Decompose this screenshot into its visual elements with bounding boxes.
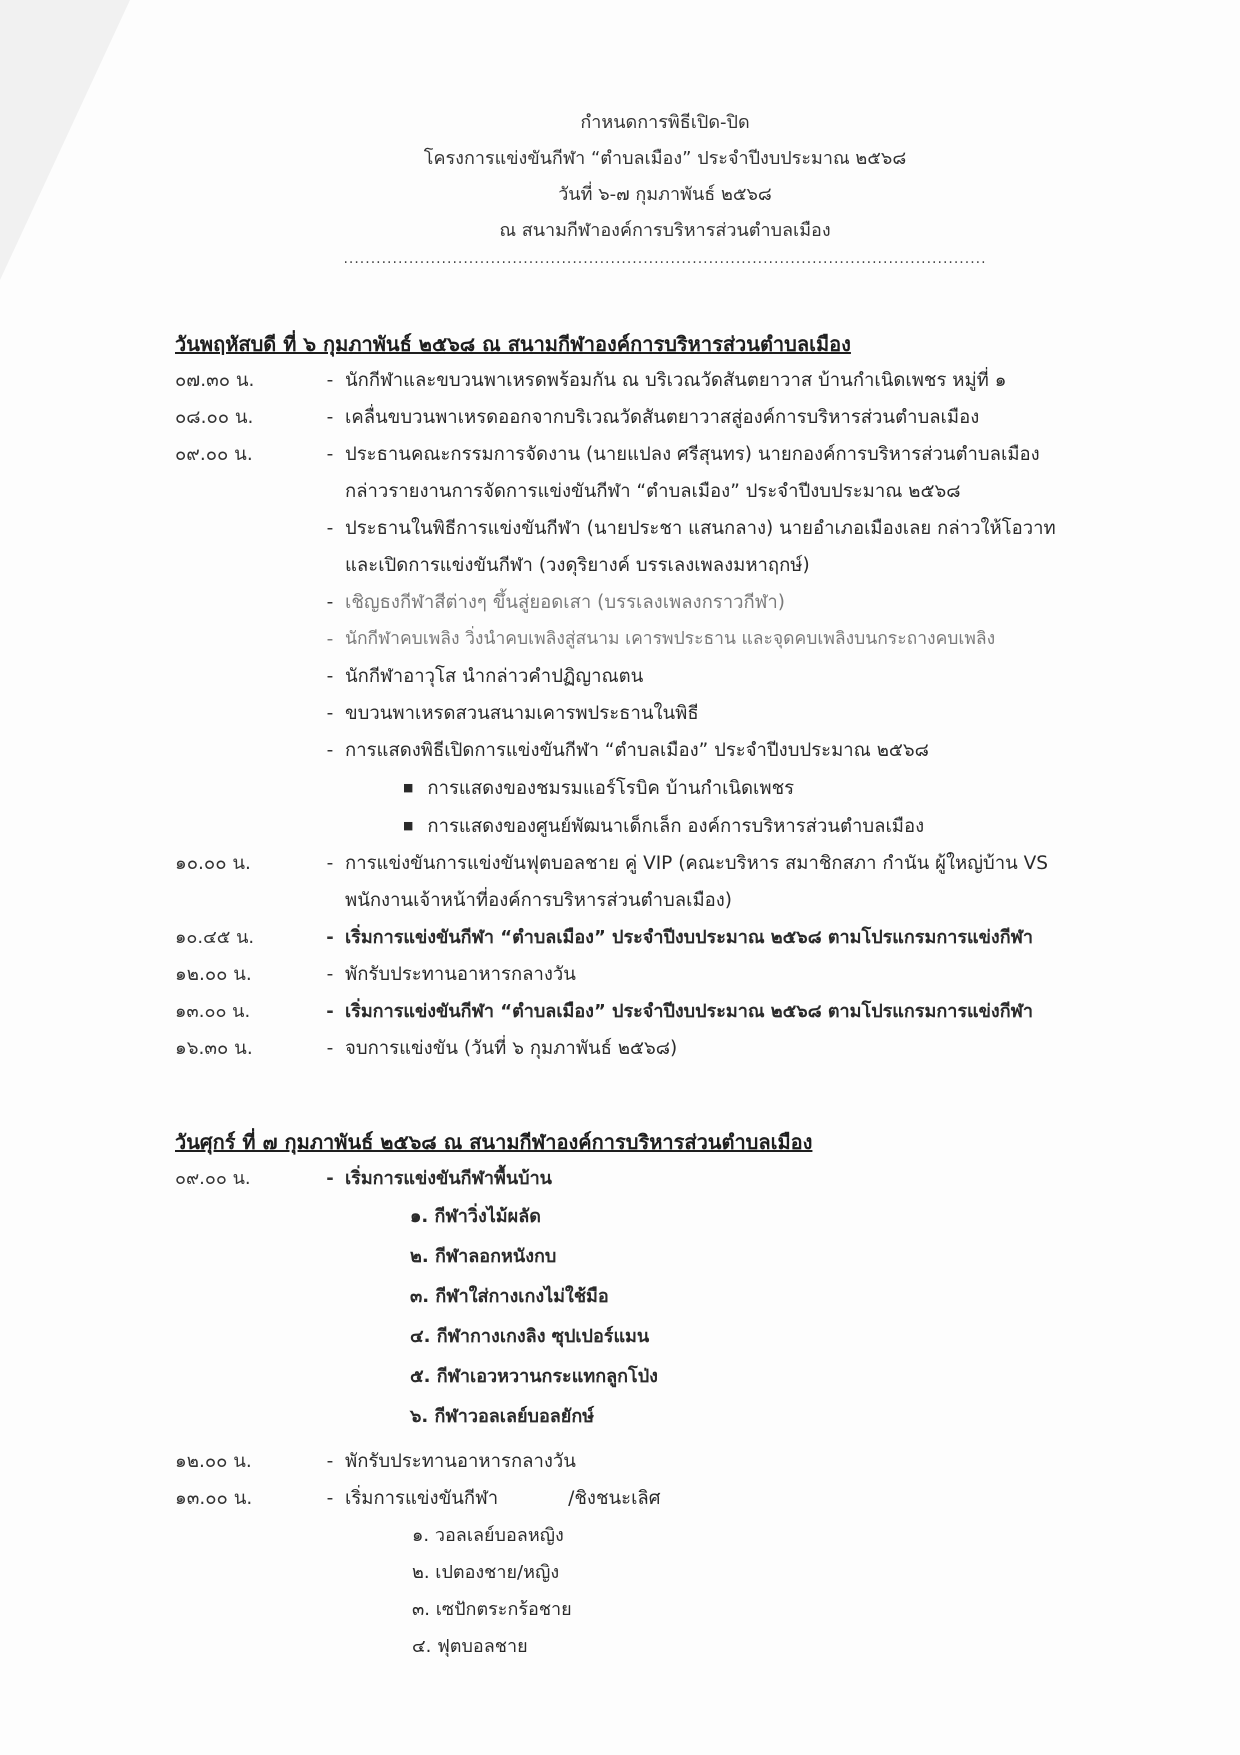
schedule-row	[175, 1030, 1056, 1067]
header-divider-dots: ......................................................................................................................	[343, 251, 987, 267]
final-item: ๔. ฟุตบอลชาย	[412, 1636, 528, 1657]
schedule-dash: -	[326, 964, 334, 985]
day2-title: วันศุกร์ ที่ ๗ กุมภาพันธ์ ๒๕๖๘ ณ สนามกีฬาองค์การบริหารส่วนตำบลเมือง	[175, 1130, 813, 1154]
day2-section	[175, 1124, 812, 1665]
folk-game-item: ๓. กีฬาใส่กางเกงไม่ใช้มือ	[410, 1286, 609, 1307]
schedule-text: พักรับประทานอาหารกลางวัน	[345, 964, 576, 985]
schedule-row	[175, 584, 1056, 621]
schedule-text	[345, 1480, 812, 1517]
schedule-dash: -	[326, 518, 334, 539]
schedule-time: ๑๓.๐๐ น.	[175, 1001, 251, 1022]
schedule-row	[175, 956, 1056, 993]
schedule-time: ๑๐.๔๕ น.	[175, 927, 255, 948]
schedule-dash: -	[326, 444, 334, 465]
day1-section	[175, 326, 1056, 1067]
schedule-text: ขบวนพาเหรดสวนสนามเคารพประธานในพิธี	[345, 703, 699, 724]
schedule-text: พักรับประทานอาหารกลางวัน	[345, 1451, 576, 1472]
schedule-dash: -	[326, 1168, 334, 1189]
schedule-dash: -	[326, 853, 334, 874]
final-item: ๓. เซปักตระกร้อชาย	[412, 1599, 572, 1620]
show-item: ■ การแสดงของชมรมแอร์โรบิค บ้านกำเนิดเพชร	[175, 769, 1056, 807]
folk-game-item: ๒. กีฬาลอกหนังกบ	[410, 1246, 557, 1267]
schedule-row	[175, 919, 1056, 956]
schedule-text: การแสดงพิธีเปิดการแข่งขันกีฬา “ตำบลเมือง” ประจำปีงบประมาณ ๒๕๖๘	[345, 740, 929, 761]
schedule-text-suffix: /ชิงชนะเลิศ	[568, 1488, 661, 1509]
schedule-text: ประธานคณะกรรมการจัดงาน (นายแปลง ศรีสุนทร) นายกองค์การบริหารส่วนตำบลเมือง	[345, 444, 1040, 465]
schedule-time: ๑๓.๐๐ น.	[175, 1488, 253, 1509]
schedule-dash: -	[326, 1488, 334, 1509]
schedule-text: เริ่มการแข่งขันกีฬาพื้นบ้าน	[345, 1168, 552, 1189]
schedule-text: การแข่งขันการแข่งขันฟุตบอลชาย คู่ VIP (คณะบริหาร สมาชิกสภา กำนัน ผู้ใหญ่บ้าน VS	[345, 853, 1049, 874]
schedule-time: ๑๐.๐๐ น.	[175, 853, 251, 874]
schedule-text: นักกีฬาและขบวนพาเหรดพร้อมกัน ณ บริเวณวัดสันตยาวาส บ้านกำเนิดเพชร หมู่ที่ ๑	[345, 370, 1007, 391]
schedule-text: จบการแข่งขัน (วันที่ ๖ กุมภาพันธ์ ๒๕๖๘)	[345, 1038, 678, 1059]
schedule-time: ๐๘.๐๐ น.	[175, 407, 254, 428]
header-line-2: โครงการแข่งขันกีฬา “ตำบลเมือง” ประจำปีงบประมาณ ๒๕๖๘	[423, 148, 907, 169]
schedule-dash: -	[326, 740, 334, 761]
schedule-text: นักกีฬาอาวุโส นำกล่าวคำปฏิญาณตน	[345, 666, 644, 687]
schedule-row	[175, 621, 1056, 658]
schedule-text: และเปิดการแข่งขันกีฬา (วงดุริยางค์ บรรเลงเพลงมหาฤกษ์)	[345, 555, 810, 576]
schedule-row	[175, 399, 1056, 436]
schedule-text: นักกีฬาคบเพลิง วิ่งนำคบเพลิงสู่สนาม เคารพประธาน และจุดคบเพลิงบนกระถางคบเพลิง	[345, 629, 996, 649]
schedule-dash: -	[326, 592, 334, 613]
schedule-row	[175, 547, 1056, 584]
schedule-dash: -	[326, 370, 334, 391]
schedule-row	[175, 845, 1056, 882]
schedule-row	[175, 695, 1056, 732]
folk-game-item: ๑. กีฬาวิ่งไม้ผลัด	[410, 1206, 541, 1227]
schedule-row	[175, 658, 1056, 695]
show-item: ■ การแสดงของศูนย์พัฒนาเด็กเล็ก องค์การบริหารส่วนตำบลเมือง	[175, 807, 1056, 845]
schedule-time: ๑๒.๐๐ น.	[175, 964, 252, 985]
schedule-text: พนักงานเจ้าหน้าที่องค์การบริหารส่วนตำบลเมือง)	[345, 890, 733, 911]
schedule-text: เริ่มการแข่งขันกีฬา “ตำบลเมือง” ประจำปีงบประมาณ ๒๕๖๘ ตามโปรแกรมการแข่งกีฬา	[345, 927, 1033, 948]
schedule-row	[175, 473, 1056, 510]
schedule-time: ๐๙.๐๐ น.	[175, 1168, 251, 1189]
schedule-text: กล่าวรายงานการจัดการแข่งขันกีฬา “ตำบลเมือง” ประจำปีงบประมาณ ๒๕๖๘	[345, 481, 961, 502]
schedule-time: ๐๗.๓๐ น.	[175, 370, 255, 391]
schedule-time: ๐๙.๐๐ น.	[175, 444, 253, 465]
schedule-text: เริ่มการแข่งขันกีฬา “ตำบลเมือง” ประจำปีงบประมาณ ๒๕๖๘ ตามโปรแกรมการแข่งกีฬา	[345, 1001, 1033, 1022]
schedule-row	[175, 1443, 812, 1480]
header-line-4: ณ สนามกีฬาองค์การบริหารส่วนตำบลเมือง	[499, 220, 831, 241]
schedule-dash: -	[326, 407, 334, 428]
final-item: ๑. วอลเลย์บอลหญิง	[412, 1525, 564, 1546]
header-line-1: กำหนดการพิธีเปิด-ปิด	[580, 112, 750, 133]
schedule-row	[175, 362, 1056, 399]
schedule-row	[175, 510, 1056, 547]
schedule-time: ๑๖.๓๐ น.	[175, 1038, 253, 1059]
schedule-row	[175, 882, 1056, 919]
schedule-dash: -	[326, 629, 334, 650]
schedule-dash: -	[326, 1038, 334, 1059]
schedule-dash: -	[326, 927, 334, 948]
schedule-text: เคลื่นขบวนพาเหรดออกจากบริเวณวัดสันตยาวาสสู่องค์การบริหารส่วนตำบลเมือง	[345, 407, 980, 428]
schedule-time: ๑๒.๐๐ น.	[175, 1451, 252, 1472]
final-item: ๒. เปตองชาย/หญิง	[412, 1562, 560, 1583]
schedule-dash: -	[326, 666, 334, 687]
schedule-dash: -	[326, 703, 334, 724]
day1-title: วันพฤหัสบดี ที่ ๖ กุมภาพันธ์ ๒๕๖๘ ณ สนามกีฬาองค์การบริหารส่วนตำบลเมือง	[175, 332, 851, 356]
schedule-dash: -	[326, 1451, 334, 1472]
folk-game-item: ๔. กีฬากางเกงลิง ซุปเปอร์แมน	[410, 1326, 650, 1347]
schedule-text: ประธานในพิธีการแข่งขันกีฬา (นายประชา แสนกลาง) นายอำเภอเมืองเลย กล่าวให้โอวาท	[345, 518, 1056, 539]
schedule-dash: -	[326, 1001, 334, 1022]
schedule-text-main: เริ่มการแข่งขันกีฬา	[345, 1488, 499, 1509]
folk-game-item: ๖. กีฬาวอลเลย์บอลยักษ์	[410, 1406, 595, 1427]
schedule-row	[175, 1480, 812, 1517]
schedule-row	[175, 1160, 812, 1197]
schedule-row	[175, 732, 1056, 769]
schedule-row	[175, 993, 1056, 1030]
schedule-row	[175, 436, 1056, 473]
header-line-3: วันที่ ๖-๗ กุมภาพันธ์ ๒๕๖๘	[558, 184, 772, 205]
schedule-text: เชิญธงกีฬาสีต่างๆ ขึ้นสู่ยอดเสา (บรรเลงเพลงกราวกีฬา)	[345, 592, 785, 613]
document-header	[0, 105, 1240, 267]
folk-game-item: ๕. กีฬาเอวหวานกระแทกลูกโป่ง	[410, 1366, 658, 1387]
